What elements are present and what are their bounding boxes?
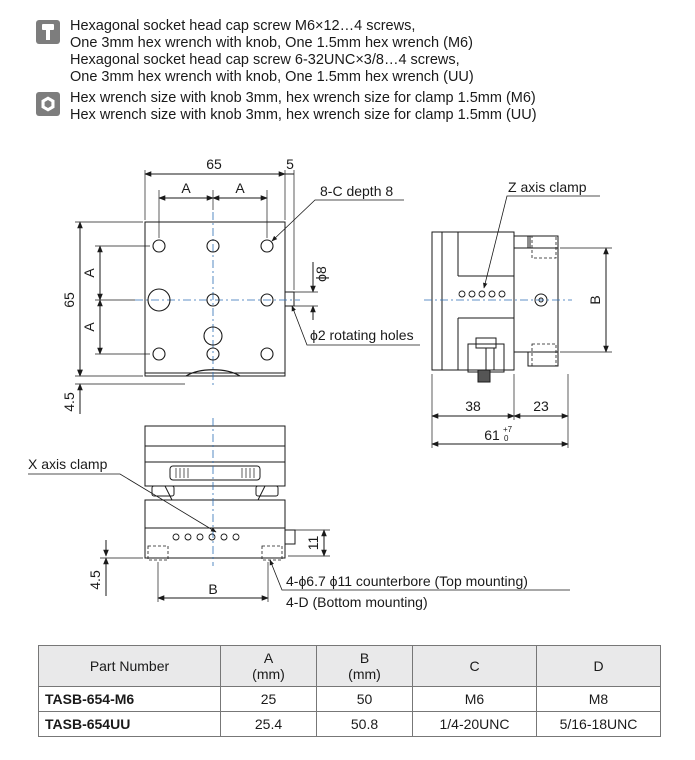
dim-38: 38 bbox=[465, 398, 481, 414]
column-header: A (mm) bbox=[221, 646, 317, 687]
dim-4-5: 4.5 bbox=[87, 570, 103, 590]
counterbore-label: 4-ϕ6.7 ϕ11 counterbore (Top mounting) bbox=[286, 573, 528, 589]
table-cell: 25 bbox=[221, 687, 317, 712]
dim-61: 61 bbox=[484, 427, 500, 443]
x-clamp-holes bbox=[173, 534, 239, 540]
column-header: D bbox=[537, 646, 661, 687]
front-bottom bbox=[145, 528, 285, 558]
dim-a-horizontal: A bbox=[181, 180, 191, 196]
side-body-outline bbox=[432, 232, 514, 370]
note-line: Hex wrench size with knob 3mm, hex wrench size for clamp 1.5mm (UU) bbox=[70, 107, 537, 123]
column-header: Part Number bbox=[39, 646, 221, 687]
table-cell: M6 bbox=[413, 687, 537, 712]
front-top-plate bbox=[145, 426, 285, 446]
rotating-hole-knob bbox=[285, 292, 294, 306]
side-view bbox=[424, 196, 612, 448]
dim-b: B bbox=[587, 295, 603, 305]
z-clamp-holes bbox=[459, 291, 505, 297]
note-line: One 3mm hex wrench with knob, One 1.5mm hex wrench (UU) bbox=[70, 69, 474, 85]
dim-a-vertical: A bbox=[81, 322, 97, 332]
table-row bbox=[39, 712, 661, 737]
tapped-hole bbox=[153, 348, 165, 360]
tapped-hole bbox=[261, 240, 273, 252]
table-row bbox=[39, 687, 661, 712]
front-base bbox=[145, 500, 285, 528]
x-clamp-knob bbox=[170, 466, 260, 480]
dim-a-vertical: A bbox=[81, 268, 97, 278]
note-line: Hexagonal socket head cap screw M6×12…4 screws, bbox=[70, 18, 416, 34]
dim-61-tol-upper: +7 bbox=[503, 425, 513, 434]
side-view-labels bbox=[465, 179, 603, 443]
table-cell: 50.8 bbox=[317, 712, 413, 737]
front-view-labels bbox=[28, 456, 528, 610]
tapped-hole-leader bbox=[272, 200, 404, 241]
tapped-hole bbox=[153, 240, 165, 252]
table-cell: 1/4-20UNC bbox=[413, 712, 537, 737]
dim-b-front: B bbox=[208, 581, 218, 597]
note-line: Hexagonal socket head cap screw 6-32UNC×3/8…4 screws, bbox=[70, 52, 460, 68]
table-cell: 5/16-18UNC bbox=[537, 712, 661, 737]
note-line: One 3mm hex wrench with knob, One 1.5mm hex wrench (M6) bbox=[70, 35, 473, 51]
table-header-row bbox=[39, 646, 661, 687]
dim-23: 23 bbox=[533, 398, 549, 414]
rotating-hole-label: ϕ2 rotating holes bbox=[310, 327, 414, 343]
part-number-cell: TASB-654-M6 bbox=[39, 687, 221, 712]
dim-dia8: ϕ8 bbox=[313, 266, 329, 282]
dim-width: 65 bbox=[206, 156, 222, 172]
z-clamp-label: Z axis clamp bbox=[508, 179, 587, 195]
dim-61-tol-lower: 0 bbox=[504, 434, 509, 443]
bottom-mounting-label: 4-D (Bottom mounting) bbox=[286, 594, 428, 610]
dim-height: 65 bbox=[61, 292, 77, 308]
stage-top-outline bbox=[145, 222, 285, 376]
tapped-hole-label: 8-C depth 8 bbox=[320, 183, 394, 199]
x-clamp-label: X axis clamp bbox=[28, 456, 108, 472]
note-line: Hex wrench size with knob 3mm, hex wrench size for clamp 1.5mm (M6) bbox=[70, 90, 536, 106]
table-cell: M8 bbox=[537, 687, 661, 712]
x-clamp-leader bbox=[28, 474, 216, 532]
dim-11: 11 bbox=[305, 535, 321, 551]
dim-a-horizontal: A bbox=[235, 180, 245, 196]
part-number-cell: TASB-654UU bbox=[39, 712, 221, 737]
table-cell: 25.4 bbox=[221, 712, 317, 737]
dim-offset: 5 bbox=[286, 156, 294, 172]
column-header: C bbox=[413, 646, 537, 687]
z-clamp-leader bbox=[484, 196, 600, 288]
spec-table bbox=[38, 645, 661, 737]
column-header: B (mm) bbox=[317, 646, 413, 687]
tapped-hole bbox=[261, 348, 273, 360]
top-view bbox=[75, 170, 420, 414]
table-cell: 50 bbox=[317, 687, 413, 712]
dim-bottom-offset: 4.5 bbox=[61, 392, 77, 412]
